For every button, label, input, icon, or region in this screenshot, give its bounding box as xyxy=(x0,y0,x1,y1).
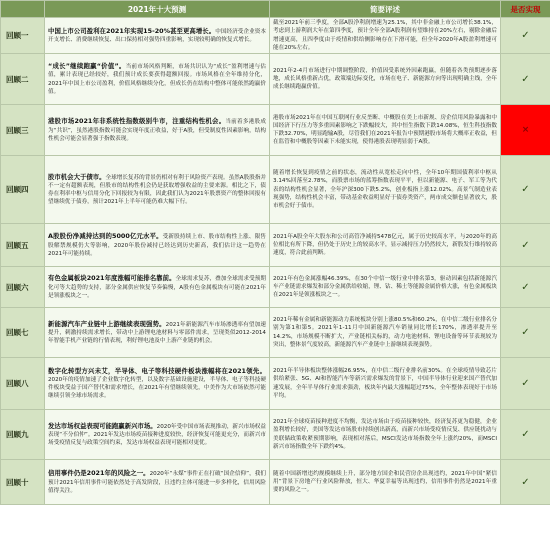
prediction-body: 当前着多港股成为“共识”，虽然港股指数可能会实现年度正收益，好于A股，但受制度性因素影响，结构性机会可能会显著强于指数表现。 xyxy=(48,119,266,142)
row-label: 回顾三 xyxy=(1,105,45,156)
row-label: 回顾六 xyxy=(1,267,45,308)
review-cell xyxy=(270,460,501,505)
header-result: 是否实现 xyxy=(501,1,550,18)
review-text: 截至2021年前三季度，全部A股净利润增速为25.1%，其中非金融上市公司增长38.1%，考虑到上游利润大年在第四季度，预计全年全部A股利润有望维持在20%左右，剔除金融后增速更高，且四季度由于疫情和供给侧影响存在下滑可能，但全年2020年A股盈利增速可能在20%左右。 xyxy=(273,20,497,51)
review-cell xyxy=(270,358,501,410)
prediction-headline: A股股份净减持达到的5000亿元水平。 xyxy=(48,232,163,241)
row-label: 回顾七 xyxy=(1,308,45,358)
prediction-cell xyxy=(45,267,270,308)
prediction-cell xyxy=(45,308,270,358)
table-row xyxy=(1,308,550,358)
prediction-headline: “成长”继续跑赢“价值”。 xyxy=(48,62,126,71)
prediction-headline: 有色金属板块2021年度涨幅可能排名靠前。 xyxy=(48,274,176,283)
review-cell xyxy=(270,54,501,105)
row-label: 回顾八 xyxy=(1,358,45,410)
prediction-body: 2021年新能源汽车市场渗透率有望加速提升，刺激持续需求增长，带动中上游锂电池材料与零部件需求，呈现类似2012-2014年智能手机产业链的行情表现，利好锂电池及中上游产业链的机会。 xyxy=(48,321,266,345)
row-label: 回顾九 xyxy=(1,410,45,460)
table-body xyxy=(1,18,550,505)
prediction-body: 2020年的疫情加速了企业数字化转型，以及数字基础设施建设，半导体、电子等科技硬件板块受益于国产替代和需求增长，在2021年有望继续领先，中美作为大市场依然可能继续引领全球市场需求。 xyxy=(48,376,266,400)
review-cell xyxy=(270,105,501,156)
result-check-icon: ✓ xyxy=(501,18,550,54)
prediction-cell xyxy=(45,54,270,105)
row-label: 回顾一 xyxy=(1,18,45,54)
table-row xyxy=(1,54,550,105)
prediction-body: 受新股持续上市、股市结构性上涨、限售股解禁规模仍大等影响，2020年股份减持已经达到历史新高，我们估计这一趋势在2021年可能持续。 xyxy=(48,234,266,257)
prediction-cell xyxy=(45,410,270,460)
table-row xyxy=(1,358,550,410)
review-cell xyxy=(270,267,501,308)
prediction-headline: 股市机会大于债市。 xyxy=(48,172,106,181)
prediction-body: 当前市场风格判断，市场共识认为“成长”盈利增速与估值，累计表现已经较好，我们预计成长要获得超额回报。市场风格在全年维持分化，2021年中国上市公司盈利，价值风格继续分化，但成长仍在结构中整体可能依然跑赢价值。 xyxy=(48,64,266,95)
review-text: 港股市场2021年在中国互联网行业反垄断、中概股在美上市新规、房企信用风险暴露和中国经济下行压力等多重因素影响之下跌幅较大，其中恒生指数下跌14.08%，恒生科技指数下跌32.70%，明显跑输A股，尽管我们在2021年报告中预期港股市场将大概率正收益，但在监管和中概股等因素下未能实现，使得港股表现明显弱于A股。 xyxy=(273,114,497,146)
result-cross-icon: × xyxy=(501,105,550,156)
prediction-headline: 港股市场2021年非系统性指数级别牛市，注重结构性机会。 xyxy=(48,117,226,126)
review-cell xyxy=(270,308,501,358)
review-text: 2021年A股全年大股东和公司高管净减持5478亿元，属于历史较高水平，与2020年的高位相比有所下降，但仍处于历史上的较高水平，显示减持压力仍然较大，新股发行维持较高速度，符合此前判断。 xyxy=(273,233,497,257)
review-text: 随着增长恢复到疫情之前的状态，流动性从宽松走向中性，全年10年期国债利率中枢从3.14%回落至2.78%，而股票市场的蓝筹指数表现平平，但以新能源、电子、军工等为代表的结构性机会显著，全年沪深300下跌5.2%，创业板指上涨12.02%。高景气制造业表现强势，结构性机会丰富，带动基金收益明显好于债券类资产，两市成交额也显著放大，股市机会好于债市。 xyxy=(273,169,497,210)
prediction-headline: 新能源汽车产业链中上游继续表现强势。 xyxy=(48,319,166,328)
prediction-body: 全球增长复苏的背景仍相对有利于风险资产表现。虽然A股股指并不一定有超额表现，但股市的结构性机会仍是获取增强收益的主要来源。相比之下，债券在利率中枢与信用分化下回报较为有限，因此我们认为2021年股票资产的整体回报有望继续优于债券，预计2021年上半年可能仍难大幅下行。 xyxy=(48,174,267,206)
result-check-icon: ✓ xyxy=(501,358,550,410)
row-label: 回顾五 xyxy=(1,224,45,267)
prediction-headline: 数字化转型方兴未艾，半导体、电子等科技硬件板块涨幅将在2021领先。 xyxy=(48,366,266,375)
result-check-icon: ✓ xyxy=(501,308,550,358)
header-review: 简要评述 xyxy=(270,1,501,18)
table-row xyxy=(1,460,550,505)
table-row xyxy=(1,224,550,267)
prediction-cell xyxy=(45,224,270,267)
row-label: 回顾四 xyxy=(1,156,45,224)
review-text: 2021年有色金属涨幅46.39%，在30个中信一级行业中排名第3，驱动因素包括新能源汽车产业链需求爆发和部分金属供给收缩，锂、钴、稀土等能源金属价格大涨，有色金属板块在2021年是领涨板块之一。 xyxy=(273,275,497,299)
prediction-body: 中国经济受企业资本开支增长、消费继续恢复、出口保持相对强势四重影响，实现较明确的恢复式增长。 xyxy=(48,28,266,44)
row-label: 回顾十 xyxy=(1,460,45,505)
result-check-icon: ✓ xyxy=(501,267,550,308)
row-label: 回顾二 xyxy=(1,54,45,105)
review-text: 2021年2-4月市场进行中期调整阶段，价值因受系统外因素跑赢，但随着各类预期逐步落地，成长风格重新占优，政策端边际变化，市场在电子、新能源方向等出现明确主线，全年成长继续跑赢价值。 xyxy=(273,67,497,91)
table-row xyxy=(1,105,550,156)
review-cell xyxy=(270,156,501,224)
review-cell xyxy=(270,18,501,54)
prediction-cell xyxy=(45,358,270,410)
table-row xyxy=(1,267,550,308)
table-row xyxy=(1,410,550,460)
review-text: 2021年稀有金属和新能源动力系统板块分别上涨80.5%和60.2%，在中信二级行业排名分别为第1和第5。2021年1-11月中国新能源汽车销量同比增长170%，渗透率提升至14.2%，市场规模不断扩大，产业链相关标的，动力电池材料、锂电设备等环节表现较为突出，整体景气度较高，新能源汽车产业链中上游继续表现强势。 xyxy=(273,317,497,348)
review-text: 随着中国新增违约规模继续上升，部分地方国企和民营房企出现违约，2021年中国“紧信用”背景下房地产行业风险释放，恒大、华夏幸福等出现违约，信用事件仍然是2021年重要的风险之一。 xyxy=(273,470,497,494)
prediction-body: 2020年受中国市场表现推动，新兴市场权益表现“不分伯仲”。2021年发达市场疫苗接种进度较快，经济恢复可能更充分，而新兴市场受疫情反复与政策空间约束，发达市场权益表现可能相对更优。 xyxy=(48,423,266,447)
header-row xyxy=(1,1,550,18)
prediction-headline: 发达市场权益表现可能跑赢新兴市场。 xyxy=(48,421,157,430)
prediction-headline: 信用事件仍是2021年的风险之一。 xyxy=(48,469,150,478)
result-check-icon: ✓ xyxy=(501,156,550,224)
table-row xyxy=(1,18,550,54)
review-text: 2021年全球疫苗接种进度不均衡，发达市场由于疫苗接种较快，经济复苏更为稳健，企业盈利增长较好，美国等发达市场股市持续创出新高，而新兴市场受疫情反复、供应链扰动与美联储政策收紧预期影响，表现相对落后，MSCI发达市场指数全年上涨约20%，而MSCI新兴市场指数全年下跌约4%。 xyxy=(273,419,497,450)
header-label-column xyxy=(1,1,45,18)
result-check-icon: ✓ xyxy=(501,224,550,267)
prediction-cell xyxy=(45,105,270,156)
prediction-cell xyxy=(45,156,270,224)
prediction-cell xyxy=(45,18,270,54)
review-text: 2021年半导体板块整体涨幅26.95%，在中信二级行业排名前30%。在全球疫情导致芯片供给紧张、5G、AI和智能汽车等新兴需求爆发的背景下，中国半导体行业迎来国产替代加速发展，全年半导体行业需求强劲，板块年内最大涨幅超过75%，全年整体表现好于市场平均。 xyxy=(273,368,497,399)
table-row xyxy=(1,156,550,224)
result-check-icon: ✓ xyxy=(501,54,550,105)
review-cell xyxy=(270,410,501,460)
prediction-cell xyxy=(45,460,270,505)
header-prediction: 2021年十大预测 xyxy=(45,1,270,18)
prediction-headline: 中国上市公司盈利在2021年实现15-20%甚至更高增长。 xyxy=(48,26,216,35)
review-cell xyxy=(270,224,501,267)
prediction-body: 2020年“永煤”事件正在打破“国企信仰”，我们预计2021年信用事件可能依然处于高发阶段，且违约主体可能进一步多样化，信用风险值得关注。 xyxy=(48,471,266,494)
result-check-icon: ✓ xyxy=(501,410,550,460)
result-check-icon: ✓ xyxy=(501,460,550,505)
prediction-body: 全球需求复苏，叠加全球需求受预期化可等大趋势的支持，部分金属供应恢复节奏偏慢，A股有色金属板块有可能在2021年是领涨板块之一。 xyxy=(48,276,266,299)
